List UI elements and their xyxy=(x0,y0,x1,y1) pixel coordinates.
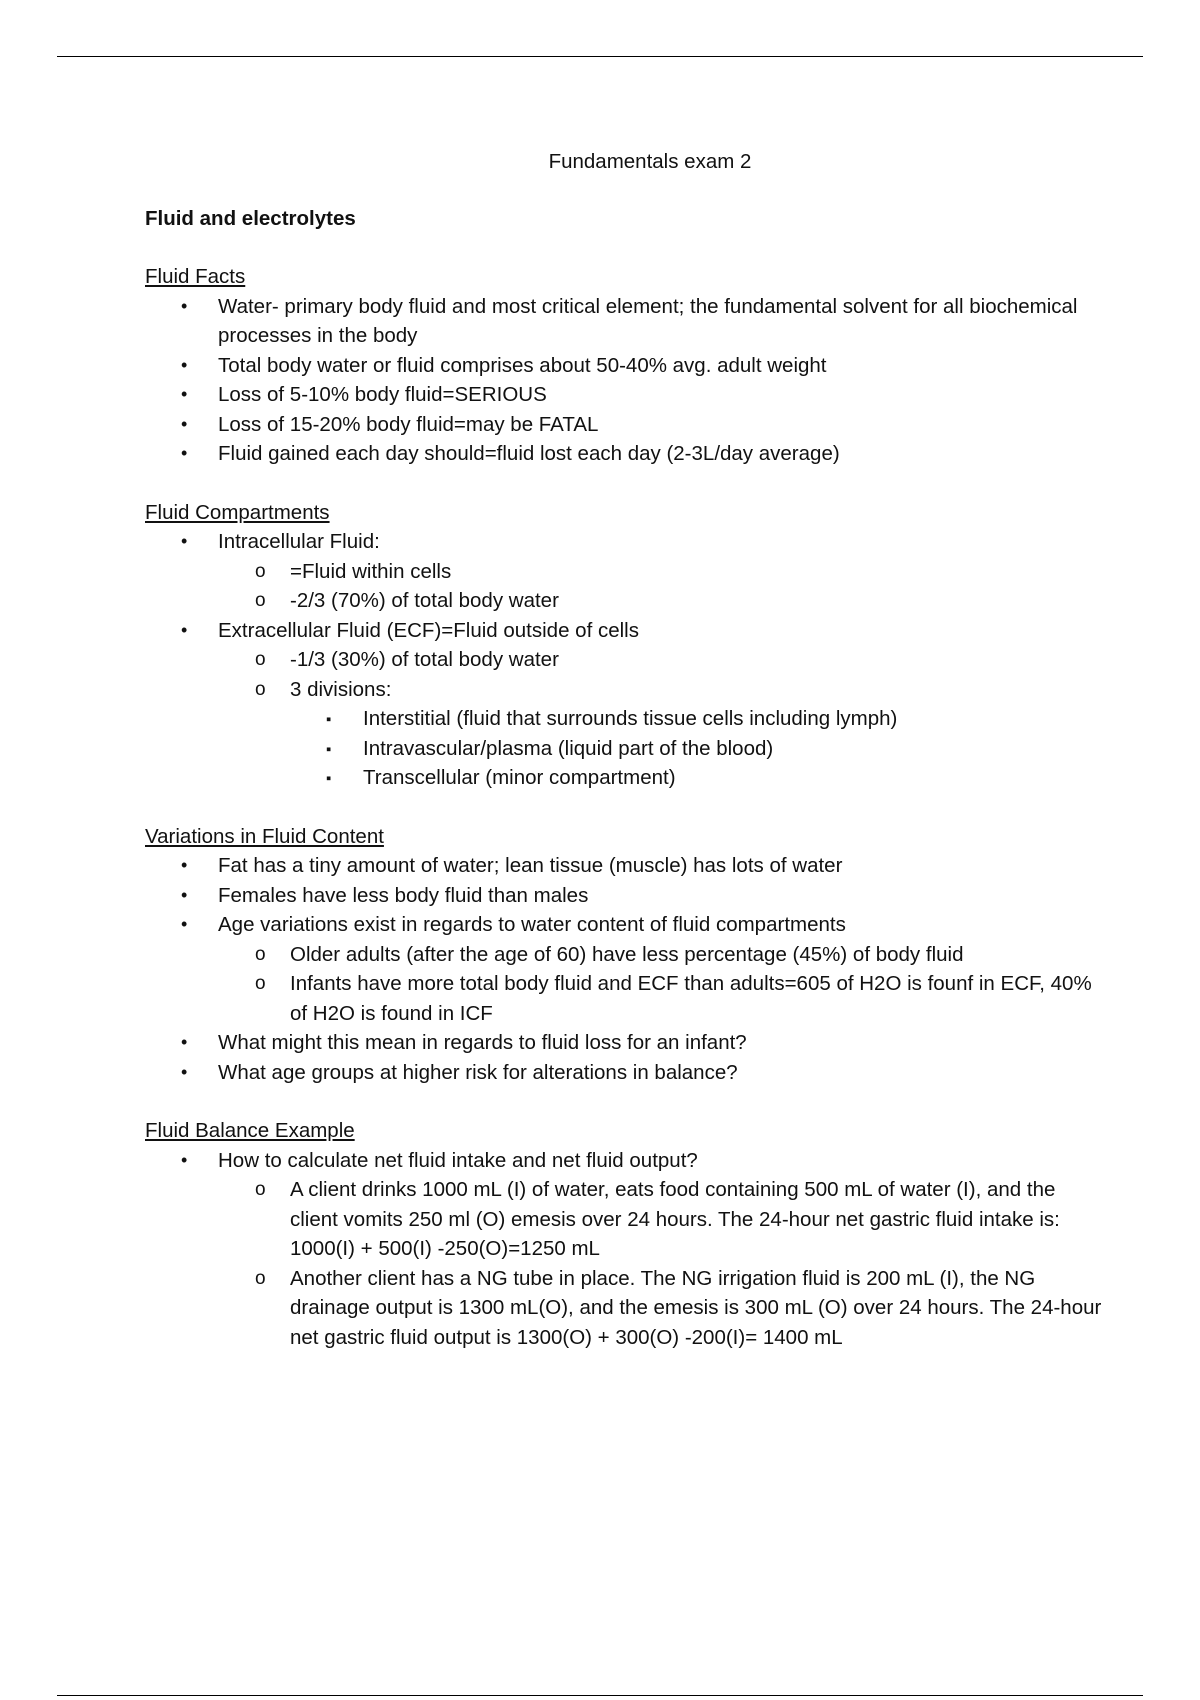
circle-bullet-icon: o xyxy=(255,1179,266,1200)
list-item: • Loss of 5-10% body fluid=SERIOUS xyxy=(145,380,1105,410)
square-bullet-icon: ▪ xyxy=(326,740,332,758)
circle-bullet-icon: o xyxy=(255,560,266,582)
main-heading: Fluid and electrolytes xyxy=(145,206,356,230)
list-item: • Total body water or fluid comprises about 50-40% avg. adult weight xyxy=(145,351,1105,381)
sub-list-item: o Infants have more total body fluid and ECF than adults=605 of H2O is founf in ECF, 40% of H2O is found in ICF xyxy=(218,969,1105,1028)
footer-rule xyxy=(57,1695,1143,1696)
bullet-list xyxy=(145,851,1105,1087)
bullet-icon: • xyxy=(181,443,188,463)
circle-bullet-icon: o xyxy=(255,678,266,700)
list-item: • Females have less body fluid than males xyxy=(145,881,1105,911)
sub-list-item: o A client drinks 1000 mL (I) of water, eats food containing 500 mL of water (I), and the client vomits 250 ml (O) emesis over 24 hours. The 24-hour net gastric fluid intake is: 1000(I) + 500(I) -250(O)=1250 mL xyxy=(218,1175,1105,1264)
bullet-list xyxy=(145,527,1105,793)
section-heading: Variations in Fluid Content xyxy=(145,824,384,848)
sub-list-item: o 3 divisions: ▪ Interstitial (fluid that surrounds tissue cells including lymph) ▪ Intravascular/plasma (liquid part of the blood) ▪ Transcellular (minor compartment) xyxy=(218,675,1105,793)
section-fluid-balance-example xyxy=(145,1116,1105,1352)
bullet-icon: • xyxy=(181,1061,188,1082)
bullet-icon: • xyxy=(181,354,188,375)
bullet-icon: • xyxy=(181,884,188,905)
bullet-icon: • xyxy=(181,1149,188,1170)
bullet-icon: • xyxy=(181,384,188,404)
sub-list-item: o -2/3 (70%) of total body water xyxy=(218,586,1105,616)
section-variations xyxy=(145,822,1105,1088)
bullet-icon: • xyxy=(181,855,188,875)
section-heading: Fluid Compartments xyxy=(145,500,330,524)
circle-bullet-icon: o xyxy=(255,973,266,994)
section-heading: Fluid Balance Example xyxy=(145,1119,355,1142)
circle-bullet-icon: o xyxy=(255,1267,266,1289)
square-bullet-icon: ▪ xyxy=(326,770,332,787)
bullet-list xyxy=(145,292,1105,469)
section-fluid-compartments xyxy=(145,498,1105,793)
list-item: • Age variations exist in regards to water content of fluid compartments o Older adults (after the age of 60) have less percentage (45%) of body fluid o Infants have more total body fluid and ECF than adults=605 of H2O is founf in ECF, 40% of H2O is found in ICF xyxy=(145,910,1105,1028)
sub-sub-list-item: ▪ Intravascular/plasma (liquid part of the blood) xyxy=(290,734,1105,764)
sub-list xyxy=(218,1175,1105,1352)
bullet-icon: • xyxy=(181,413,188,434)
list-item: • How to calculate net fluid intake and net fluid output? o A client drinks 1000 mL (I) of water, eats food containing 500 mL of water (I), and the client vomits 250 ml (O) emesis over 24 hours. The 24-hour net gastric fluid intake is: 1000(I) + 500(I) -250(O)=1250 mL o Another client has a NG tube in place. The NG irrigation fluid is 200 mL (I), the NG drainage output is 1300 mL(O), and the emesis is 300 mL (O) over 24 hours. The 24-hour net gastric fluid output is 1300(O) + 300(O) -200(I)= 1400 mL xyxy=(145,1146,1105,1353)
circle-bullet-icon: o xyxy=(255,590,266,611)
bullet-icon: • xyxy=(181,914,188,934)
sub-list xyxy=(218,645,1105,793)
list-item: • Water- primary body fluid and most critical element; the fundamental solvent for all biochemical processes in the body xyxy=(145,292,1105,351)
square-bullet-icon: ▪ xyxy=(326,711,332,728)
list-item: • Intracellular Fluid: o =Fluid within cells o -2/3 (70%) of total body water xyxy=(145,527,1105,616)
list-item: • Extracellular Fluid (ECF)=Fluid outside of cells o -1/3 (30%) of total body water o 3 divisions: ▪ Interstitial (fluid that surrounds tissue cells including lymph) ▪ Intravascular/plasma (liquid part of the blood) ▪ Transcellular (minor compartment) xyxy=(145,616,1105,793)
sub-list xyxy=(218,940,1105,1029)
sub-list-item: o -1/3 (30%) of total body water xyxy=(218,645,1105,675)
list-item: • What might this mean in regards to fluid loss for an infant? xyxy=(145,1028,1105,1058)
bullet-icon: • xyxy=(181,1032,188,1052)
section-heading: Fluid Facts xyxy=(145,265,246,288)
sub-sub-list-item: ▪ Interstitial (fluid that surrounds tissue cells including lymph) xyxy=(290,704,1105,734)
bullet-icon: • xyxy=(181,531,188,551)
sub-list-item: o =Fluid within cells xyxy=(218,557,1105,587)
sub-sub-list-item: ▪ Transcellular (minor compartment) xyxy=(290,763,1105,793)
bullet-list xyxy=(145,1146,1105,1353)
sub-list xyxy=(218,557,1105,616)
section-fluid-facts xyxy=(145,262,1105,469)
bullet-icon: • xyxy=(181,295,188,316)
circle-bullet-icon: o xyxy=(255,943,266,965)
list-item: • What age groups at higher risk for alterations in balance? xyxy=(145,1058,1105,1088)
sub-list-item: o Another client has a NG tube in place. The NG irrigation fluid is 200 mL (I), the NG drainage output is 1300 mL(O), and the emesis is 300 mL (O) over 24 hours. The 24-hour net gastric fluid output is 1300(O) + 300(O) -200(I)= 1400 mL xyxy=(218,1264,1105,1353)
bullet-icon: • xyxy=(181,619,188,640)
list-item: • Fat has a tiny amount of water; lean tissue (muscle) has lots of water xyxy=(145,851,1105,881)
header-rule xyxy=(57,56,1143,57)
document-page xyxy=(145,140,1105,1381)
sub-sub-list xyxy=(290,704,1105,793)
document-title: Fundamentals exam 2 xyxy=(548,150,752,173)
circle-bullet-icon: o xyxy=(255,649,266,670)
sub-list-item: o Older adults (after the age of 60) have less percentage (45%) of body fluid xyxy=(218,940,1105,970)
list-item: • Loss of 15-20% body fluid=may be FATAL xyxy=(145,410,1105,440)
list-item: • Fluid gained each day should=fluid lost each day (2-3L/day average) xyxy=(145,439,1105,469)
